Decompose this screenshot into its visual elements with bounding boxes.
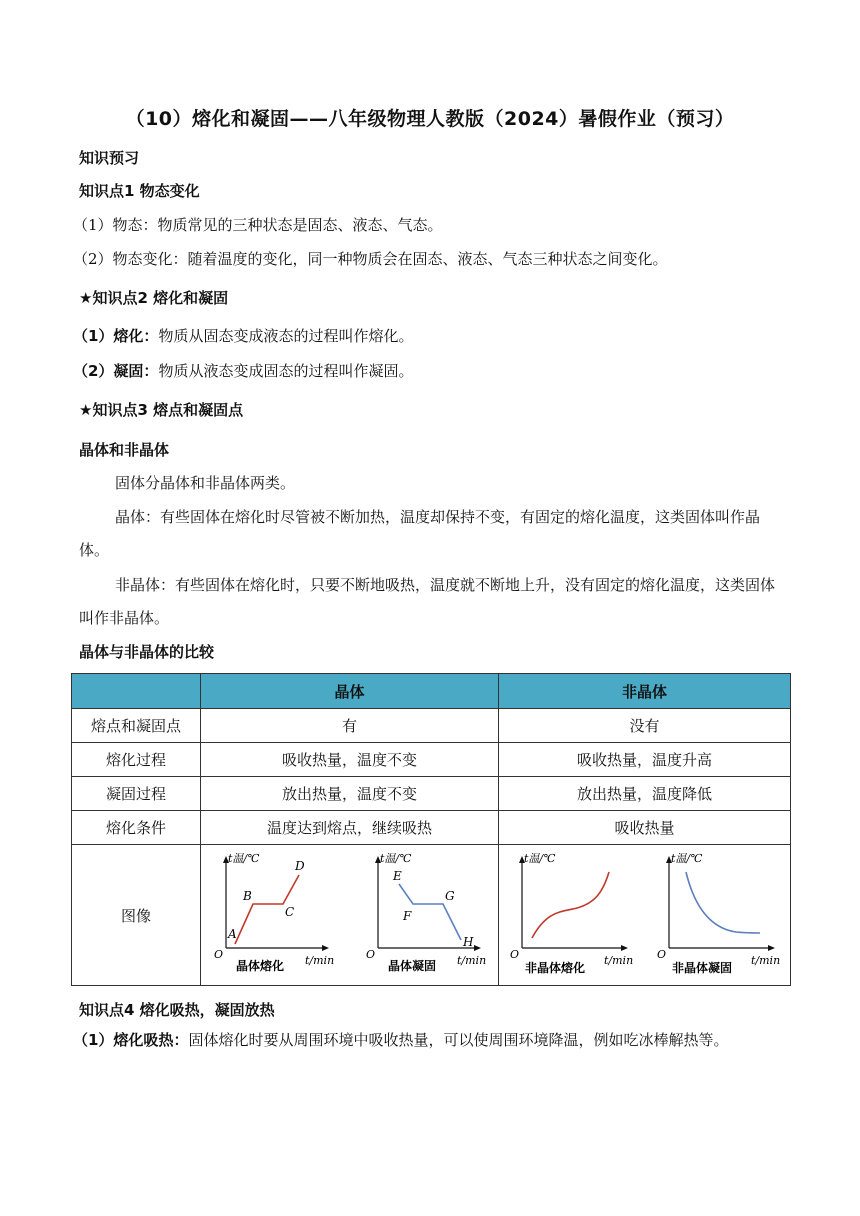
x-axis-label: t/min [604, 954, 634, 967]
kp2-item1 [73, 326, 413, 346]
kp4-item1 [73, 1024, 775, 1057]
table-cell: 熔化条件 [72, 811, 201, 845]
table-cell: 放出热量，温度不变 [201, 777, 499, 811]
graph-caption: 非晶体熔化 [525, 961, 586, 975]
y-axis-label: t温/℃ [670, 852, 703, 865]
kp3-p1: 固体分晶体和非晶体两类。 [115, 474, 296, 492]
kp4-item1-text: 固体熔化时要从周围环境中吸收热量，可以使周围环境降温，例如吃冰棒解热等。 [188, 1031, 729, 1049]
x-axis-label: t/min [750, 954, 781, 967]
table-cell: 有 [201, 709, 499, 743]
table-cell: 吸收热量，温度不变 [201, 743, 499, 777]
origin-label: O [365, 948, 375, 961]
amorphous-solidify-graph [654, 850, 782, 980]
y-axis-label: t温/℃ [524, 852, 556, 865]
table-row [72, 811, 791, 845]
graph-caption: 晶体凝固 [387, 959, 436, 973]
table-row [72, 777, 791, 811]
graph-caption: 非晶体凝固 [671, 961, 732, 975]
table-cell: 图像 [72, 845, 201, 986]
origin-label: O [510, 948, 520, 961]
table-header-row [72, 674, 791, 709]
origin-label: O [214, 948, 224, 961]
table-row-graphs [72, 845, 791, 986]
table-row [72, 709, 791, 743]
graph-caption: 晶体熔化 [236, 959, 285, 973]
crystal-graphs-cell [201, 845, 499, 986]
table-cell: 凝固过程 [72, 777, 201, 811]
table-cell: 吸收热量，温度升高 [499, 743, 791, 777]
kp4-heading: 知识点4 熔化吸热，凝固放热 [79, 1001, 275, 1019]
point-label: C [285, 905, 295, 919]
y-axis-label: t温/℃ [228, 852, 260, 865]
table-header-cell: 晶体 [201, 674, 499, 709]
kp3-p3: 非晶体：有些固体在熔化时，只要不断地吸热，温度就不断地上升，没有固定的熔化温度，这类固体叫作非晶体。 [79, 576, 776, 627]
page-title: （10）熔化和凝固——八年级物理人教版（2024）暑假作业（预习） [125, 108, 735, 130]
table-header-cell: 非晶体 [499, 674, 791, 709]
origin-label: O [656, 948, 666, 961]
kp2-item2-text: 物质从液态变成固态的过程叫作凝固。 [158, 362, 414, 380]
amorphous-solidify-curve [686, 872, 760, 933]
table-header-cell [72, 674, 201, 709]
x-axis-label: t/min [456, 954, 487, 967]
kp1-heading: 知识点1 物态变化 [79, 182, 200, 200]
point-label: B [243, 889, 252, 903]
kp2-heading: ★知识点2 熔化和凝固 [79, 289, 229, 307]
amorphous-melt-graph [507, 850, 635, 980]
y-axis-label: t温/℃ [379, 852, 412, 865]
table-cell: 吸收热量 [499, 811, 791, 845]
point-label: F [402, 909, 412, 923]
crystal-solidify-graph [363, 850, 488, 980]
table-cell: 熔点和凝固点 [72, 709, 201, 743]
section-heading: 知识预习 [79, 149, 140, 167]
kp3-heading: ★知识点3 熔点和凝固点 [79, 401, 244, 419]
kp3-sub2: 晶体与非晶体的比较 [79, 643, 215, 661]
table-cell: 温度达到熔点，继续吸热 [201, 811, 499, 845]
point-label: E [392, 869, 402, 883]
table-row [72, 743, 791, 777]
point-label: H [462, 935, 474, 949]
point-label: D [295, 859, 305, 873]
table-cell: 放出热量，温度降低 [499, 777, 791, 811]
crystal-melt-graph [211, 850, 336, 980]
kp1-item1: （1）物态：物质常见的三种状态是固态、液态、气态。 [73, 216, 443, 234]
point-label: G [444, 889, 455, 903]
amorphous-graphs-cell [499, 845, 791, 986]
table-cell: 熔化过程 [72, 743, 201, 777]
kp2-item2 [73, 361, 413, 381]
kp1-item2: （2）物态变化：随着温度的变化，同一种物质会在固态、液态、气态三种状态之间变化。 [73, 250, 668, 268]
x-axis-label: t/min [305, 954, 335, 967]
amorphous-melt-curve [532, 872, 609, 938]
table-cell: 没有 [499, 709, 791, 743]
kp3-sub1: 晶体和非晶体 [79, 441, 170, 459]
comparison-table [71, 673, 791, 986]
point-label: A [228, 927, 237, 941]
kp4-item1-label: （1）熔化吸热： [73, 1031, 189, 1049]
kp3-p2: 晶体：有些固体在熔化时尽管被不断加热，温度却保持不变，有固定的熔化温度，这类固体叫作晶体。 [79, 508, 761, 559]
kp2-item1-text: 物质从固态变成液态的过程叫作熔化。 [158, 327, 414, 345]
kp2-item1-label: （1）熔化： [73, 327, 159, 345]
kp2-item2-label: （2）凝固： [73, 362, 159, 380]
